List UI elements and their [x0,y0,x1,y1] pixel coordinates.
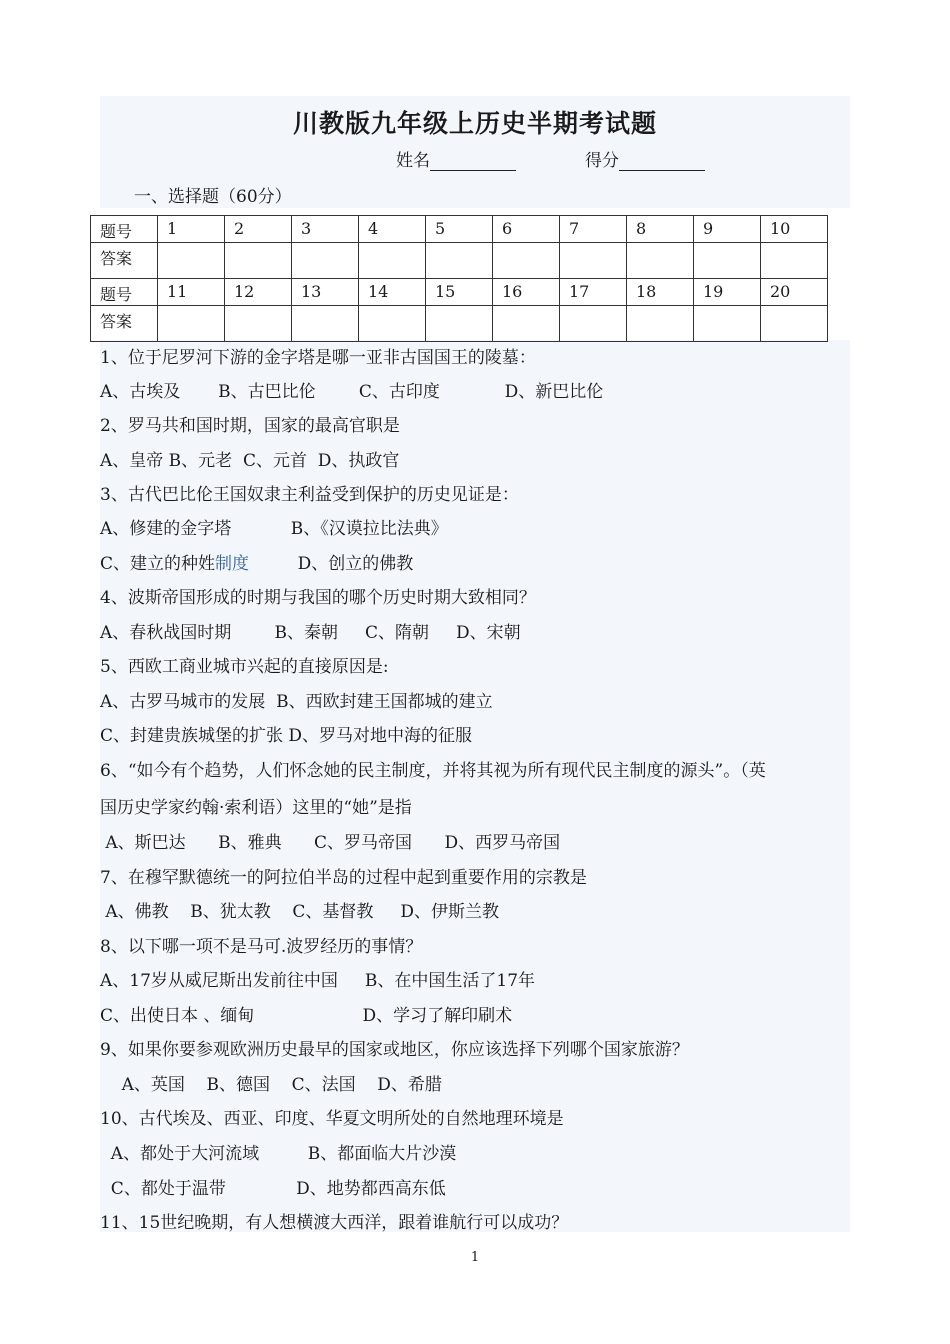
answer-cell[interactable] [761,306,828,342]
body-band [100,340,850,1232]
answer-cell[interactable] [225,243,292,279]
question-number: 2 [225,216,292,243]
option-text: C、建立的种姓 [100,554,216,574]
answer-table [90,215,828,342]
option-line: A、17岁从威尼斯出发前往中国 B、在中国生活了17年 [100,971,536,991]
page-number: 1 [470,1250,480,1265]
question-number: 6 [493,216,560,243]
question-line: 1、位于尼罗河下游的金字塔是哪一亚非古国国王的陵墓： [100,348,536,368]
answer-cell[interactable] [761,243,828,279]
option-line: C、都处于温带 D、地势都西高东低 [100,1179,446,1199]
table-row-answers-1 [91,243,828,279]
question-number: 10 [761,216,828,243]
question-number: 5 [426,216,493,243]
answer-cell[interactable] [225,306,292,342]
question-line: 国历史学家约翰·索利语）这里的“她”是指 [100,798,412,818]
table-row-numbers-2 [91,279,828,306]
question-number: 14 [359,279,426,306]
answer-cell[interactable] [694,306,761,342]
answer-cell[interactable] [292,306,359,342]
question-number: 1 [158,216,225,243]
option-line: C、出使日本 、缅甸 D、学习了解印刷术 [100,1006,513,1026]
question-line: 9、如果你要参观欧洲历史最早的国家或地区，你应该选择下列哪个国家旅游？ [100,1040,689,1060]
answer-cell[interactable] [560,306,627,342]
question-line: 2、罗马共和国时期，国家的最高官职是 [100,416,400,436]
option-text: D、创立的佛教 [249,554,414,574]
answer-cell[interactable] [560,243,627,279]
answer-cell[interactable] [694,243,761,279]
question-number: 12 [225,279,292,306]
name-field-row [396,146,516,171]
question-number: 20 [761,279,828,306]
option-line [100,549,413,574]
name-label: 姓名 [396,151,430,171]
option-line: A、斯巴达 B、雅典 C、罗马帝国 D、西罗马帝国 [100,833,561,853]
score-label: 得分 [585,151,619,171]
option-line: A、古埃及 B、古巴比伦 C、古印度 D、新巴比伦 [100,382,604,402]
answer-cell[interactable] [493,306,560,342]
table-row-numbers-1 [91,216,828,243]
answer-cell[interactable] [426,306,493,342]
answer-cell[interactable] [292,243,359,279]
question-number: 18 [627,279,694,306]
answer-cell[interactable] [493,243,560,279]
question-line: 7、在穆罕默德统一的阿拉伯半岛的过程中起到重要作用的宗教是 [100,868,587,888]
question-number: 4 [359,216,426,243]
option-line: A、春秋战国时期 B、秦朝 C、隋朝 D、宋朝 [100,623,521,643]
question-number: 7 [560,216,627,243]
question-number: 16 [493,279,560,306]
question-line: 5、西欧工商业城市兴起的直接原因是: [100,657,389,677]
question-line: 10、古代埃及、西亚、印度、华夏文明所处的自然地理环境是 [100,1109,564,1129]
question-number: 8 [627,216,694,243]
section-title: 一、选择题（60分） [134,187,292,207]
answer-cell[interactable] [359,306,426,342]
score-field-row [585,146,705,171]
option-line: A、英国 B、德国 C、法国 D、希腊 [100,1075,442,1095]
question-line: 6、“如今有个趋势，人们怀念她的民主制度，并将其视为所有现代民主制度的源头”。（英 [100,761,766,781]
question-number: 3 [292,216,359,243]
row-label-number: 题号 [91,216,158,243]
row-label-number: 题号 [91,279,158,306]
score-blank[interactable] [619,152,705,171]
option-line: A、皇帝 B、元老 C、元首 D、执政官 [100,451,400,471]
question-number: 9 [694,216,761,243]
answer-cell[interactable] [627,306,694,342]
answer-cell[interactable] [627,243,694,279]
answer-cell[interactable] [158,243,225,279]
option-line: A、都处于大河流域 B、都面临大片沙漠 [100,1144,457,1164]
question-line: 4、波斯帝国形成的时期与我国的哪个历史时期大致相同？ [100,588,536,608]
option-line: A、佛教 B、犹太教 C、基督教 D、伊斯兰教 [100,902,500,922]
question-number: 15 [426,279,493,306]
page-title: 川教版九年级上历史半期考试题 [292,109,657,138]
hyperlink-text[interactable]: 制度 [215,554,250,574]
question-number: 13 [292,279,359,306]
row-label-answer: 答案 [91,306,158,342]
question-line: 3、古代巴比伦王国奴隶主利益受到保护的历史见证是： [100,485,519,505]
row-label-answer: 答案 [91,243,158,279]
table-row-answers-2 [91,306,828,342]
name-blank[interactable] [430,152,516,171]
question-line: 8、以下哪一项不是马可.波罗经历的事情？ [100,937,423,957]
option-line: A、古罗马城市的发展 B、西欧封建王国都城的建立 [100,692,493,712]
question-number: 19 [694,279,761,306]
option-line: A、修建的金字塔 B、《汉谟拉比法典》 [100,519,448,539]
answer-cell[interactable] [158,306,225,342]
question-number: 17 [560,279,627,306]
question-line: 11、15世纪晚期，有人想横渡大西洋，跟着谁航行可以成功？ [100,1213,569,1233]
answer-cell[interactable] [359,243,426,279]
answer-cell[interactable] [426,243,493,279]
question-number: 11 [158,279,225,306]
option-line: C、封建贵族城堡的扩张 D、罗马对地中海的征服 [100,726,473,746]
